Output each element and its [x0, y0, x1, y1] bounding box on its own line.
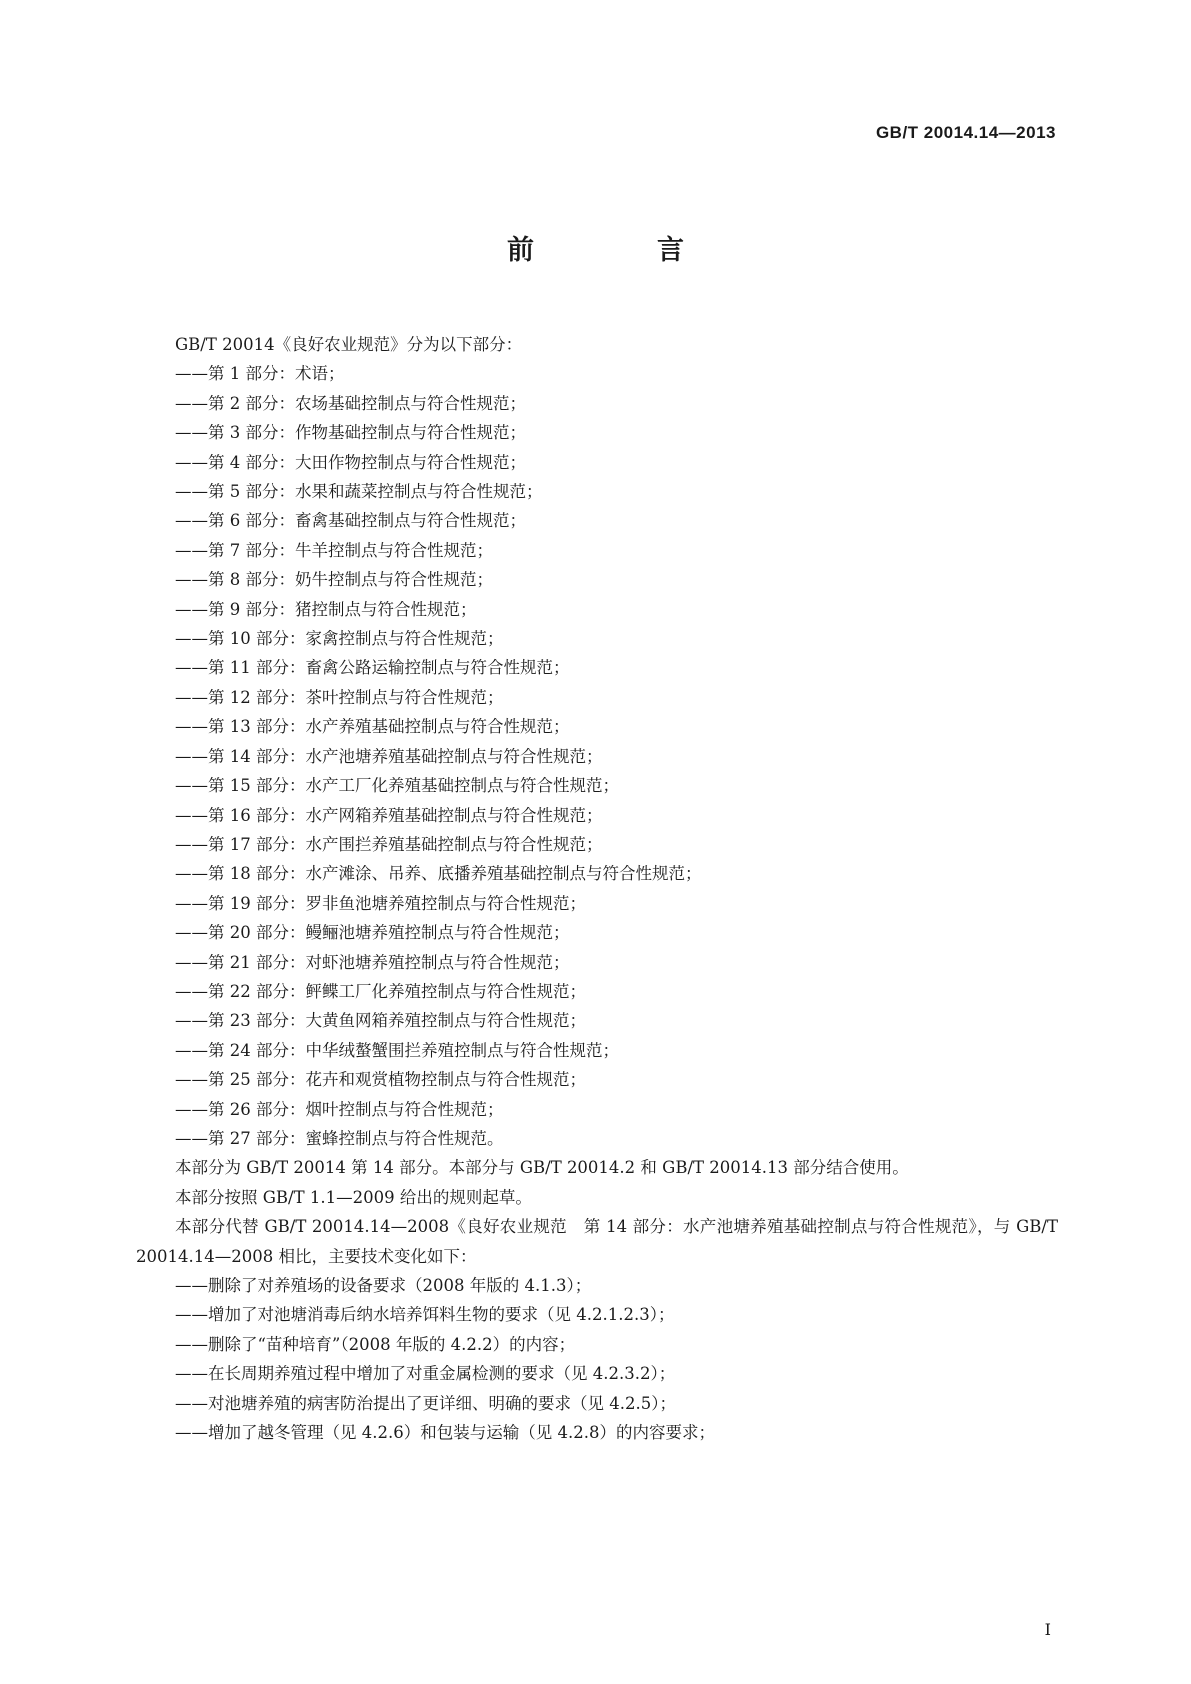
intro-paragraph: GB/T 20014《良好农业规范》分为以下部分：	[175, 335, 523, 354]
list-item: ——第 1 部分：术语；	[175, 364, 345, 384]
list-item: ——第 14 部分：水产池塘养殖基础控制点与符合性规范；	[175, 746, 603, 766]
list-item: ——第 26 部分：烟叶控制点与符合性规范；	[175, 1099, 504, 1119]
list-item: ——第 5 部分：水果和蔬菜控制点与符合性规范；	[175, 482, 543, 502]
list-item: ——第 25 部分：花卉和观赏植物控制点与符合性规范；	[175, 1070, 586, 1090]
list-item: ——在长周期养殖过程中增加了对重金属检测的要求（见 4.2.3.2）；	[175, 1364, 676, 1384]
page-number: I	[1044, 1620, 1051, 1639]
page-title: 前 言	[507, 235, 732, 266]
standard-code: GB/T 20014.14—2013	[875, 123, 1056, 142]
list-item: ——第 22 部分：鲆鲽工厂化养殖控制点与符合性规范；	[175, 981, 586, 1001]
list-item: ——第 17 部分：水产围拦养殖基础控制点与符合性规范；	[175, 834, 603, 854]
list-item: ——第 3 部分：作物基础控制点与符合性规范；	[175, 423, 526, 443]
list-item: ——第 12 部分：茶叶控制点与符合性规范；	[175, 687, 504, 707]
list-item: ——删除了“苗种培育”（2008 年版的 4.2.2）的内容；	[175, 1334, 576, 1354]
list-item: ——第 20 部分：鳗鲡池塘养殖控制点与符合性规范；	[175, 923, 570, 943]
list-item: ——第 4 部分：大田作物控制点与符合性规范；	[175, 452, 526, 472]
list-item: ——第 15 部分：水产工厂化养殖基础控制点与符合性规范；	[175, 776, 619, 796]
changes-list	[136, 1271, 1058, 1447]
list-item: ——第 11 部分：畜禽公路运输控制点与符合性规范；	[175, 658, 570, 678]
list-item: ——第 18 部分：水产滩涂、吊养、底播养殖基础控制点与符合性规范；	[175, 864, 702, 884]
list-item: ——第 24 部分：中华绒螯蟹围拦养殖控制点与符合性规范；	[175, 1040, 619, 1060]
list-item: ——第 16 部分：水产网箱养殖基础控制点与符合性规范；	[175, 805, 603, 825]
list-item: ——第 13 部分：水产养殖基础控制点与符合性规范；	[175, 717, 570, 737]
list-item: ——第 23 部分：大黄鱼网箱养殖控制点与符合性规范；	[175, 1011, 586, 1031]
replacement-paragraph: 本部分代替 GB/T 20014.14—2008《良好农业规范 第 14 部分：水产池塘养殖基础控制点与符合性规范》，与 GB/T 20014.14—2008 相比，主要技术变化如下：	[136, 1217, 1058, 1266]
list-item: ——增加了对池塘消毒后纳水培养饵料生物的要求（见 4.2.1.2.3）；	[175, 1305, 675, 1325]
list-item: ——增加了越冬管理（见 4.2.6）和包装与运输（见 4.2.8）的内容要求；	[175, 1423, 715, 1443]
drafting-paragraph: 本部分按照 GB/T 1.1—2009 给出的规则起草。	[175, 1187, 532, 1207]
list-item: ——删除了对养殖场的设备要求（2008 年版的 4.1.3）；	[175, 1276, 592, 1295]
list-item: ——第 27 部分：蜜蜂控制点与符合性规范。	[175, 1128, 504, 1148]
usage-paragraph: 本部分为 GB/T 20014 第 14 部分。本部分与 GB/T 20014.2 和 GB/T 20014.13 部分结合使用。	[175, 1158, 909, 1178]
foreword-body	[136, 330, 1058, 1447]
list-item: ——第 2 部分：农场基础控制点与符合性规范；	[175, 393, 526, 413]
list-item: ——第 8 部分：奶牛控制点与符合性规范；	[175, 570, 493, 590]
list-item: ——第 9 部分：猪控制点与符合性规范；	[175, 599, 477, 619]
list-item: ——第 6 部分：畜禽基础控制点与符合性规范；	[175, 511, 526, 531]
list-item: ——第 7 部分：牛羊控制点与符合性规范；	[175, 540, 493, 560]
list-item: ——第 21 部分：对虾池塘养殖控制点与符合性规范；	[175, 952, 570, 972]
list-item: ——第 19 部分：罗非鱼池塘养殖控制点与符合性规范；	[175, 893, 586, 913]
list-item: ——第 10 部分：家禽控制点与符合性规范；	[175, 629, 504, 649]
list-item: ——对池塘养殖的病害防治提出了更详细、明确的要求（见 4.2.5）；	[175, 1393, 676, 1413]
parts-list	[136, 359, 1058, 1153]
